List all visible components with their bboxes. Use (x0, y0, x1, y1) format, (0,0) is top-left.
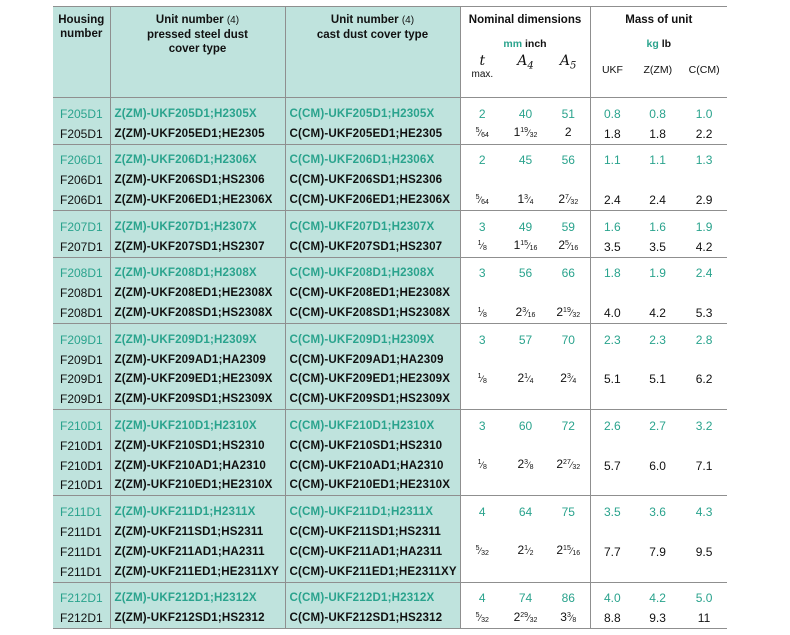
dim-a5-mm: 56 (547, 151, 590, 171)
steel-unit-number: Z(ZM)-UKF210SD1;HS2310 (110, 436, 285, 456)
col-zzm-header: Z(ZM) (643, 64, 673, 76)
mass-zzm-lb: 2.4 (649, 193, 666, 208)
housing-number: F211D1 (53, 502, 110, 522)
mass-ukf-kg: 0.8 (603, 106, 621, 121)
mass-zzm-kg: 1.9 (649, 266, 666, 281)
dim-a4-inch: $1^3⁄_4$ (517, 191, 534, 206)
col-ccm-header: C(CM) (688, 64, 720, 76)
dim-t-mm: 2 (478, 106, 486, 121)
cast-unit-number: C(CM)-UKF211AD1;HA2311 (285, 542, 460, 562)
dim-t-inch: $^1⁄_8$ (477, 240, 487, 253)
table-row (53, 350, 727, 370)
table-row (53, 190, 727, 210)
steel-unit-number: Z(ZM)-UKF212D1;H2312X (110, 589, 285, 609)
steel-unit-number: Z(ZM)-UKF210AD1;HA2310 (110, 456, 285, 476)
dim-a5-mm: 72 (547, 416, 590, 436)
table-row (53, 104, 727, 124)
cast-unit-number: C(CM)-UKF209ED1;HE2309X (285, 370, 460, 390)
dim-a5-mm: 59 (547, 217, 590, 237)
dim-t-mm: 3 (478, 219, 486, 234)
dim-a5-inch: $2^{15}⁄_{16}$ (556, 543, 581, 558)
table-row (53, 436, 727, 456)
mass-zzm-lb: 4.2 (649, 306, 666, 321)
table-body (53, 98, 727, 629)
dim-t-mm: 4 (478, 505, 486, 520)
table-row (53, 456, 727, 476)
mass-zzm-lb: 3.5 (649, 239, 666, 254)
cast-unit-number: C(CM)-UKF208SD1;HS2308X (285, 303, 460, 323)
table-row (53, 170, 727, 190)
cast-unit-number: C(CM)-UKF210AD1;HA2310 (285, 456, 460, 476)
mass-ukf-kg: 1.1 (603, 153, 621, 168)
housing-number: F206D1 (53, 151, 110, 171)
mass-ukf-lb: 8.8 (590, 608, 634, 628)
dim-a5-inch: $2^5⁄_{16}$ (558, 238, 579, 253)
table-row (53, 124, 727, 144)
mass-zzm-kg: 0.8 (649, 106, 666, 121)
mass-ukf-kg: 1.6 (603, 219, 621, 234)
cast-unit-number: C(CM)-UKF212SD1;HS2312 (285, 608, 460, 628)
dim-a4-inch: $2^1⁄_4$ (517, 370, 534, 385)
unit-kg: kg (646, 38, 659, 50)
steel-unit-number: Z(ZM)-UKF210D1;H2310X (110, 416, 285, 436)
steel-unit-number: Z(ZM)-UKF211ED1;HE2311XY (110, 562, 285, 582)
table-row (53, 589, 727, 609)
mass-ccm-kg: 4.3 (695, 505, 713, 520)
steel-unit-number: Z(ZM)-UKF211SD1;HS2311 (110, 522, 285, 542)
col-a4-header: $A_4$ (517, 53, 534, 72)
mass-ukf-kg: 2.3 (603, 332, 621, 347)
steel-unit-number: Z(ZM)-UKF210ED1;HE2310X (110, 476, 285, 496)
mass-ukf-lb: 7.7 (603, 544, 621, 559)
mass-ccm-lb: 11 (681, 608, 727, 628)
steel-unit-number: Z(ZM)-UKF207SD1;HS2307 (110, 237, 285, 257)
dim-t-mm: 2 (478, 153, 486, 168)
mass-ccm-lb: 5.3 (695, 306, 713, 321)
steel-unit-number: Z(ZM)-UKF209ED1;HE2309X (110, 370, 285, 390)
cast-unit-number: C(CM)-UKF211ED1;HE2311XY (285, 562, 460, 582)
steel-unit-number: Z(ZM)-UKF211D1;H2311X (110, 502, 285, 522)
dim-a5-mm: 70 (547, 330, 590, 350)
mass-ccm-kg: 1.9 (695, 219, 713, 234)
dim-t-mm: 3 (478, 266, 486, 281)
housing-number: F209D1 (53, 330, 110, 350)
mass-ccm-kg: 3.2 (695, 419, 713, 434)
table-row (53, 476, 727, 496)
housing-number: F210D1 (53, 456, 110, 476)
mass-ccm-lb: 4.2 (695, 239, 713, 254)
cast-unit-number: C(CM)-UKF212D1;H2312X (285, 589, 460, 609)
dim-a5-mm: 66 (547, 264, 590, 284)
mass-ccm-lb: 2.2 (695, 126, 713, 141)
cast-unit-number: C(CM)-UKF206ED1;HE2306X (285, 190, 460, 210)
dim-a4-mm: 64 (518, 505, 533, 520)
steel-unit-number: Z(ZM)-UKF207D1;H2307X (110, 217, 285, 237)
mass-ukf-lb: 4.0 (603, 306, 621, 321)
table-row (53, 264, 727, 284)
unit-lb: lb (661, 38, 672, 50)
mass-ukf-lb: 3.5 (603, 239, 621, 254)
housing-number: F208D1 (53, 283, 110, 303)
housing-number: F211D1 (53, 562, 110, 582)
mass-ukf-lb: 2.4 (603, 193, 621, 208)
steel-unit-number: Z(ZM)-UKF206ED1;HE2306X (110, 190, 285, 210)
steel-unit-number: Z(ZM)-UKF206SD1;HS2306 (110, 170, 285, 190)
dim-a4-inch: $2^{29}⁄_{32}$ (513, 609, 538, 624)
dim-a4-inch: $2^1⁄_2$ (517, 543, 534, 558)
housing-number: F210D1 (53, 436, 110, 456)
mass-zzm-kg: 1.6 (649, 219, 666, 234)
steel-unit-number: Z(ZM)-UKF209D1;H2309X (110, 330, 285, 350)
col-a5-header: $A_5$ (559, 53, 577, 72)
dim-t-inch: $^5⁄_{32}$ (475, 611, 489, 624)
cast-unit-number: C(CM)-UKF209D1;H2309X (285, 330, 460, 350)
housing-number: F207D1 (53, 237, 110, 257)
cast-unit-number: C(CM)-UKF205ED1;HE2305 (285, 124, 460, 144)
table-row (53, 502, 727, 522)
mass-zzm-kg: 2.3 (649, 332, 666, 347)
dim-t-inch: $^5⁄_{64}$ (475, 193, 489, 206)
table-row (53, 237, 727, 257)
steel-unit-number: Z(ZM)-UKF211AD1;HA2311 (110, 542, 285, 562)
col-ukf-header: UKF (601, 64, 623, 76)
table-row (53, 217, 727, 237)
housing-number: F206D1 (53, 170, 110, 190)
mass-ukf-kg: 3.5 (603, 505, 621, 520)
cast-unit-number: C(CM)-UKF211D1;H2311X (285, 502, 460, 522)
steel-unit-number-header: Unit number (4) pressed steel dust cover type (110, 7, 285, 98)
housing-number: F210D1 (53, 416, 110, 436)
cast-unit-number-header: Unit number (4) cast dust cover type (285, 7, 460, 98)
dim-a4-inch: $1^{19}⁄_{32}$ (513, 125, 538, 140)
mass-ukf-kg: 2.6 (603, 419, 621, 434)
mass-zzm-lb: 1.8 (649, 126, 666, 141)
steel-unit-number: Z(ZM)-UKF205ED1;HE2305 (110, 124, 285, 144)
steel-unit-number: Z(ZM)-UKF208D1;H2308X (110, 264, 285, 284)
mass-ccm-lb: 6.2 (695, 372, 713, 387)
cast-unit-number: C(CM)-UKF210ED1;HE2310X (285, 476, 460, 496)
cast-unit-number: C(CM)-UKF206D1;H2306X (285, 151, 460, 171)
cast-unit-number: C(CM)-UKF207SD1;HS2307 (285, 237, 460, 257)
table-row (53, 542, 727, 562)
mass-ccm-kg: 1.3 (695, 153, 713, 168)
mass-ukf-kg: 1.8 (603, 266, 621, 281)
col-t-header: t max. (471, 53, 494, 80)
dim-t-inch: $^1⁄_8$ (477, 372, 487, 385)
table-row (53, 370, 727, 390)
cast-unit-number: C(CM)-UKF206SD1;HS2306 (285, 170, 460, 190)
dim-a5-inch: 2 (564, 125, 572, 140)
cast-unit-number: C(CM)-UKF207D1;H2307X (285, 217, 460, 237)
housing-number-header: Housing number (53, 7, 110, 98)
mass-ukf-lb: 5.1 (603, 372, 621, 387)
steel-unit-number: Z(ZM)-UKF205D1;H2305X (110, 104, 285, 124)
housing-number: F212D1 (53, 589, 110, 609)
cast-unit-number: C(CM)-UKF209AD1;HA2309 (285, 350, 460, 370)
cast-unit-number: C(CM)-UKF209SD1;HS2309X (285, 389, 460, 409)
housing-number: F206D1 (53, 190, 110, 210)
mass-ccm-kg: 2.4 (695, 266, 713, 281)
table-row (53, 608, 727, 628)
dim-t-mm: 4 (478, 591, 486, 606)
table-row (53, 522, 727, 542)
steel-unit-number: Z(ZM)-UKF209SD1;HS2309X (110, 389, 285, 409)
table-row (53, 416, 727, 436)
dim-a4-mm: 40 (518, 106, 533, 121)
bearing-unit-table (53, 6, 727, 629)
housing-number: F207D1 (53, 217, 110, 237)
housing-number: F208D1 (53, 303, 110, 323)
table-row (53, 283, 727, 303)
mass-zzm-lb: 7.9 (649, 544, 666, 559)
dim-a5-inch: $3^3⁄_8$ (560, 609, 577, 624)
mass-ukf-kg: 4.0 (603, 591, 621, 606)
dim-a4-mm: 56 (518, 266, 533, 281)
dim-t-mm: 3 (478, 419, 486, 434)
steel-unit-number: Z(ZM)-UKF206D1;H2306X (110, 151, 285, 171)
table-row (53, 151, 727, 171)
unit-mm: mm (503, 38, 523, 50)
dim-t-inch: $^1⁄_8$ (477, 306, 487, 319)
cast-unit-number: C(CM)-UKF211SD1;HS2311 (285, 522, 460, 542)
dim-a4-mm: 74 (518, 591, 533, 606)
housing-number: F209D1 (53, 370, 110, 390)
housing-number: F212D1 (53, 608, 110, 628)
mass-ccm-lb: 7.1 (695, 458, 713, 473)
mass-ccm-kg: 5.0 (695, 591, 713, 606)
dim-a4-inch: $1^{15}⁄_{16}$ (513, 238, 538, 253)
dim-a4-mm: 49 (518, 219, 533, 234)
mass-zzm-lb: 9.3 (634, 608, 681, 628)
cast-unit-number: C(CM)-UKF210SD1;HS2310 (285, 436, 460, 456)
steel-unit-number: Z(ZM)-UKF209AD1;HA2309 (110, 350, 285, 370)
mass-zzm-kg: 2.7 (649, 419, 666, 434)
dim-t-inch: $^1⁄_8$ (477, 459, 487, 472)
steel-unit-number: Z(ZM)-UKF208SD1;HS2308X (110, 303, 285, 323)
nominal-dimensions-header: Nominal dimensions mm inch t max. $A_4$ $A_5$ (460, 7, 590, 98)
housing-number: F211D1 (53, 522, 110, 542)
dim-a5-inch: $2^7⁄_{32}$ (558, 191, 579, 206)
table-row (53, 330, 727, 350)
dim-a5-inch: $2^{19}⁄_{32}$ (556, 304, 581, 319)
steel-unit-number: Z(ZM)-UKF212SD1;HS2312 (110, 608, 285, 628)
housing-number: F210D1 (53, 476, 110, 496)
dim-a5-inch: $2^{27}⁄_{32}$ (556, 457, 581, 472)
dim-a5-mm: 51 (547, 104, 590, 124)
cast-unit-number: C(CM)-UKF205D1;H2305X (285, 104, 460, 124)
housing-number: F209D1 (53, 350, 110, 370)
table-row (53, 389, 727, 409)
housing-number: F205D1 (53, 104, 110, 124)
mass-zzm-kg: 1.1 (649, 153, 666, 168)
mass-ukf-lb: 5.7 (603, 458, 621, 473)
mass-zzm-lb: 6.0 (649, 458, 666, 473)
housing-number: F211D1 (53, 542, 110, 562)
housing-number: F205D1 (53, 124, 110, 144)
dim-t-mm: 3 (478, 332, 486, 347)
dim-a5-mm: 75 (547, 502, 590, 522)
table-row (53, 562, 727, 582)
steel-unit-number: Z(ZM)-UKF208ED1;HE2308X (110, 283, 285, 303)
dim-t-inch: $^5⁄_{32}$ (475, 545, 489, 558)
mass-zzm-kg: 4.2 (649, 591, 666, 606)
bearing-unit-table-container (53, 6, 727, 629)
dim-a4-inch: $2^3⁄_{16}$ (515, 304, 536, 319)
housing-number: F208D1 (53, 264, 110, 284)
cast-unit-number: C(CM)-UKF208D1;H2308X (285, 264, 460, 284)
dim-a4-mm: 60 (518, 419, 533, 434)
dim-t-inch: $^5⁄_{64}$ (475, 127, 489, 140)
dim-a4-mm: 45 (518, 153, 533, 168)
cast-unit-number: C(CM)-UKF208ED1;HE2308X (285, 283, 460, 303)
mass-zzm-lb: 5.1 (649, 372, 666, 387)
table-header (53, 7, 727, 98)
dim-a4-inch: $2^3⁄_8$ (517, 457, 534, 472)
mass-ccm-kg: 2.8 (695, 332, 713, 347)
unit-inch: inch (525, 38, 547, 50)
mass-of-unit-header: Mass of unit kg lb UKF Z(ZM) C(CM) (590, 7, 727, 98)
dim-a5-inch: $2^3⁄_4$ (560, 370, 577, 385)
housing-number: F209D1 (53, 389, 110, 409)
cast-unit-number: C(CM)-UKF210D1;H2310X (285, 416, 460, 436)
table-row (53, 303, 727, 323)
mass-ccm-lb: 9.5 (695, 544, 713, 559)
mass-ccm-kg: 1.0 (695, 106, 713, 121)
mass-ccm-lb: 2.9 (695, 193, 713, 208)
mass-ukf-lb: 1.8 (603, 126, 621, 141)
dim-a5-mm: 86 (547, 589, 590, 609)
dim-a4-mm: 57 (518, 332, 533, 347)
mass-zzm-kg: 3.6 (649, 505, 666, 520)
